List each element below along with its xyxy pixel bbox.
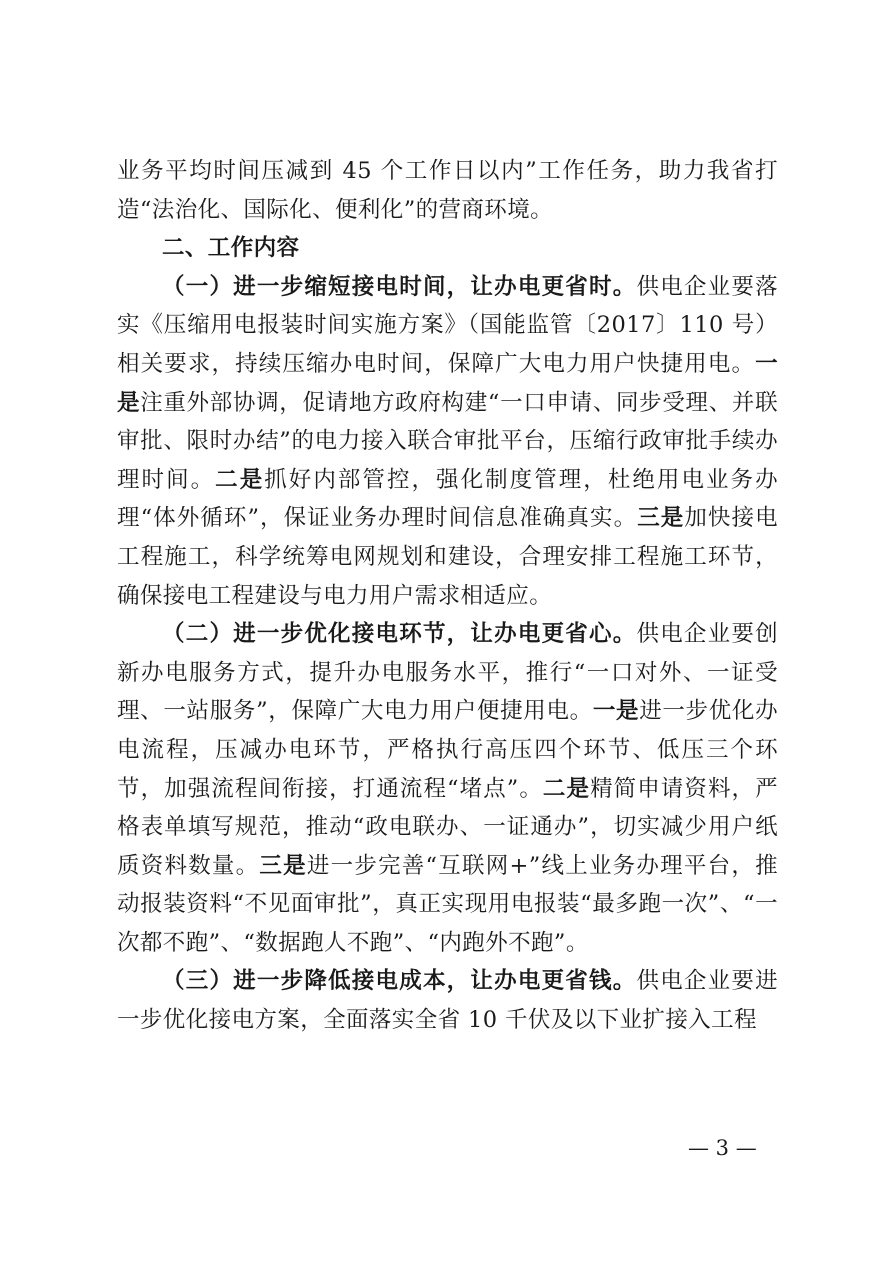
paragraph-1-text: 抓好内部管控，强化制度管理，杜绝用电业务办理“体外循环”，保证业务办理时间信息准确真实。 xyxy=(117,466,778,532)
paragraph-1-lead: （一）进一步缩短接电时间，让办电更省时。 xyxy=(162,273,637,300)
paragraph-2-text: 精简申请资料，严格表单填写规范，推动“政电联办、一证通办”，切实减少用户纸质资料数量。 xyxy=(117,775,778,879)
paragraph-1-text: 供电企业要落实《压缩用电报装时间实施方案》（国能监管〔2017〕110 号）相关要求，持续压缩办电时间，保障广大电力用户快捷用电。 xyxy=(117,273,778,377)
section-heading: 二、工作内容 xyxy=(162,235,300,262)
paragraph-2-text: 进一步优化办电流程，压减办电环节，严格执行高压四个环节、低压三个环节，加强流程间衔接，打通流程“堵点”。 xyxy=(117,698,778,802)
paragraph-2-lead: （二）进一步优化接电环节，让办电更省心。 xyxy=(162,621,637,648)
paragraph-3-lead: （三）进一步降低接电成本，让办电更省钱。 xyxy=(162,968,637,995)
paragraph-1-text: 注重外部协调，促请地方政府构建“一口申请、同步受理、并联审批、限时办结”的电力接入联合审批平台，压缩行政审批手续办理时间。 xyxy=(117,389,778,493)
paragraph-3 xyxy=(117,962,778,1039)
paragraph-2-text: 进一步完善“互联网+”线上业务办理平台，推动报装资料“不见面审批”，真正实现用电报装“最多跑一次”、“一次都不跑”、“数据跑人不跑”、“内跑外不跑”。 xyxy=(117,852,778,956)
paragraph-1-text: 加快接电工程施工，科学统筹电网规划和建设，合理安排工程施工环节，确保接电工程建设与电力用户需求相适应。 xyxy=(117,505,778,609)
paragraph-2-marker-1: 一是 xyxy=(592,698,640,725)
paragraph-1-marker-3: 三是 xyxy=(637,505,685,532)
paragraph-2-text: 供电企业要创新办电服务方式，提升办电服务水平，推行“一口对外、一证受理、一站服务”，保障广大电力用户便捷用电。 xyxy=(117,621,778,725)
document-body xyxy=(117,152,778,1040)
paragraph-1-marker-2: 二是 xyxy=(215,466,265,493)
continuation-paragraph: 业务平均时间压减到 45 个工作日以内”工作任务，助力我省打造“法治化、国际化、便利化”的营商环境。 xyxy=(117,158,778,223)
page-number: — 3 — xyxy=(688,1136,757,1160)
paragraph-1-marker-1: 一是 xyxy=(117,350,778,416)
paragraph-1 xyxy=(117,268,778,615)
paragraph-2 xyxy=(117,615,778,962)
paragraph-3-text: 供电企业要进一步优化接电方案，全面落实全省 10 千伏及以下业扩接入工程 xyxy=(117,968,778,1034)
paragraph-2-marker-3: 三是 xyxy=(259,852,307,879)
paragraph-2-marker-2: 二是 xyxy=(542,775,591,802)
